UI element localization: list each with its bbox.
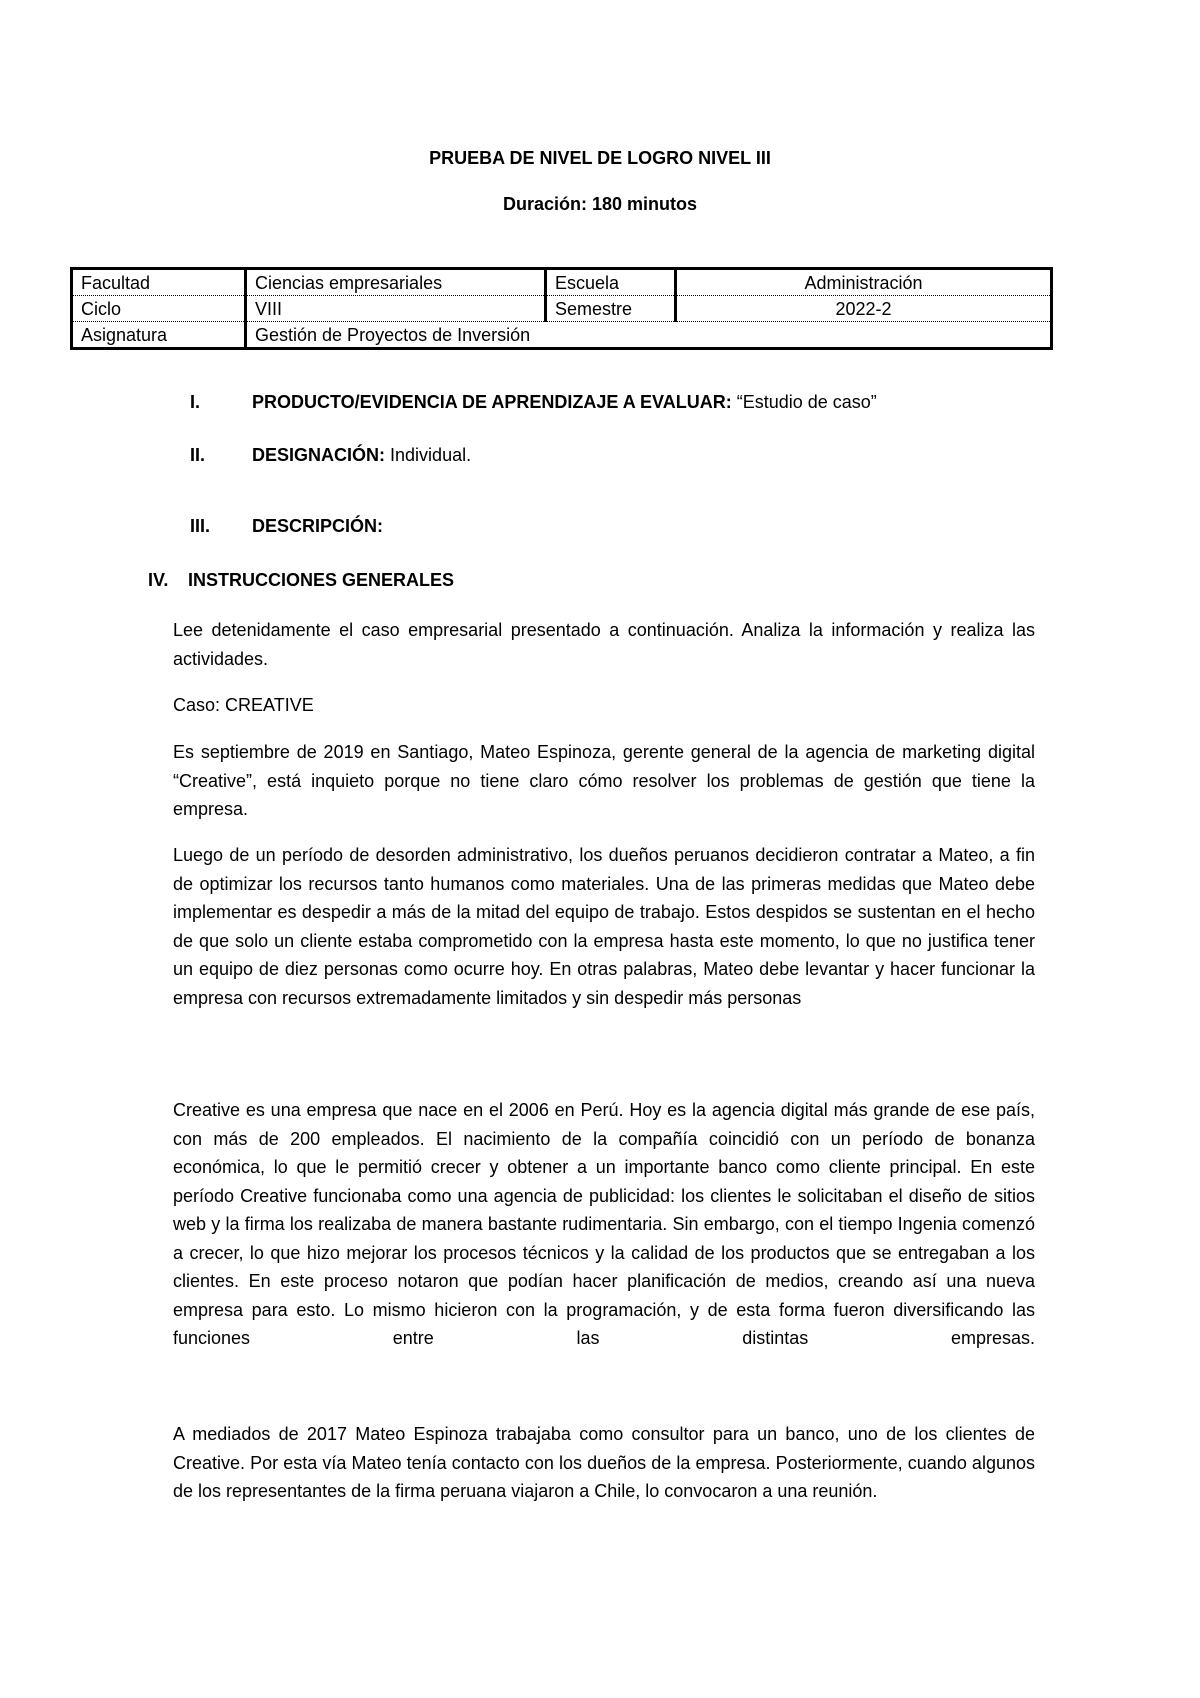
- table-cell: Administración: [676, 269, 1052, 296]
- table-cell: Asignatura: [72, 322, 246, 349]
- section-number: I.: [190, 392, 201, 412]
- intro-paragraph: Lee detenidamente el caso empresarial presentado a continuación. Analiza la información y realiza las actividades.: [173, 620, 1035, 669]
- section-content: [188, 570, 454, 591]
- table-cell: Facultad: [72, 269, 246, 296]
- table-cell: Semestre: [546, 296, 676, 322]
- paragraph: Creative es una empresa que nace en el 2006 en Perú. Hoy es la agencia digital más grande de ese país, con más de 200 empleados. El nacimiento de la compañía coincidió con un período de bonanza económica, lo que le permitió crecer y obtener a un importante banco como cliente principal. En este período Creative funcionaba como una agencia de publicidad: los clientes le solicitaban el diseño de sitios web y la firma los realizaba de manera bastante rudimentaria. Sin embargo, con el tiempo Ingenia comenzó a crecer, lo que hizo mejorar los procesos técnicos y la calidad de los productos que se entregaban a los clientes. En este proceso notaron que podían hacer planificación de medios, creando así una nueva empresa para esto. Lo mismo hicieron con la programación, y de esta forma fueron diversificando las funciones entre las distintas empresas.: [173, 1100, 1035, 1348]
- section-number: II.: [190, 445, 206, 465]
- table-cell: VIII: [246, 296, 546, 322]
- section-value: “Estudio de caso”: [736, 392, 877, 412]
- section-label: DESIGNACIÓN:: [252, 445, 386, 465]
- table-cell: Ciclo: [72, 296, 246, 322]
- case-paragraph-1: [173, 738, 1035, 824]
- section-label: PRODUCTO/EVIDENCIA DE APRENDIZAJE A EVALUAR:: [252, 392, 732, 412]
- paragraph: A mediados de 2017 Mateo Espinoza trabajaba como consultor para un banco, uno de los clientes de Creative. Por esta vía Mateo tenía contacto con los dueños de la empresa. Posteriormente, cuando algunos de los representantes de la firma peruana viajaron a Chile, lo convocaron a una reunión.: [173, 1424, 1035, 1501]
- case-title-block: [173, 691, 1035, 720]
- course-info-table: [70, 267, 1053, 350]
- section-label: INSTRUCCIONES GENERALES: [188, 570, 455, 590]
- section-number: III.: [190, 516, 211, 536]
- paragraph: Es septiembre de 2019 en Santiago, Mateo Espinoza, gerente general de la agencia de marketing digital “Creative”, está inquieto porque no tiene claro cómo resolver los problemas de gestión que tiene la empresa.: [173, 742, 1035, 819]
- table-cell: Gestión de Proyectos de Inversión: [246, 322, 1052, 349]
- instructions-text: [173, 616, 1035, 673]
- section-number: IV.: [148, 570, 169, 590]
- case-paragraph-4: [173, 1420, 1035, 1506]
- paragraph: Luego de un período de desorden administrativo, los dueños peruanos decidieron contratar a Mateo, a fin de optimizar los recursos tanto humanos como materiales. Una de las primeras medidas que Mateo debe implementar es despedir a más de la mitad del equipo de trabajo. Estos despidos se sustentan en el hecho de que solo un cliente estaba comprometido con la empresa hasta este momento, lo que no justifica tener un equipo de diez personas como ocurre hoy. En otras palabras, Mateo debe levantar y hacer funcionar la empresa con recursos extremadamente limitados y sin despedir más personas: [173, 845, 1035, 1008]
- section-value: Individual.: [390, 445, 472, 465]
- case-paragraph-3: [173, 1096, 1035, 1353]
- table-row: [72, 322, 1052, 349]
- table-cell: 2022-2: [676, 296, 1052, 322]
- case-title: Caso: CREATIVE: [173, 695, 314, 715]
- table-row: [72, 296, 1052, 322]
- table-row: [72, 269, 1052, 296]
- case-paragraph-2: [173, 841, 1035, 1012]
- document-title: PRUEBA DE NIVEL DE LOGRO NIVEL III: [429, 148, 771, 168]
- section-content: [252, 516, 383, 537]
- section-content: [252, 392, 877, 413]
- section-content: [252, 445, 471, 466]
- table-cell: Ciencias empresariales: [246, 269, 546, 296]
- duration-label: Duración: 180 minutos: [502, 194, 698, 214]
- table-cell: Escuela: [546, 269, 676, 296]
- section-label: DESCRIPCIÓN:: [252, 516, 384, 536]
